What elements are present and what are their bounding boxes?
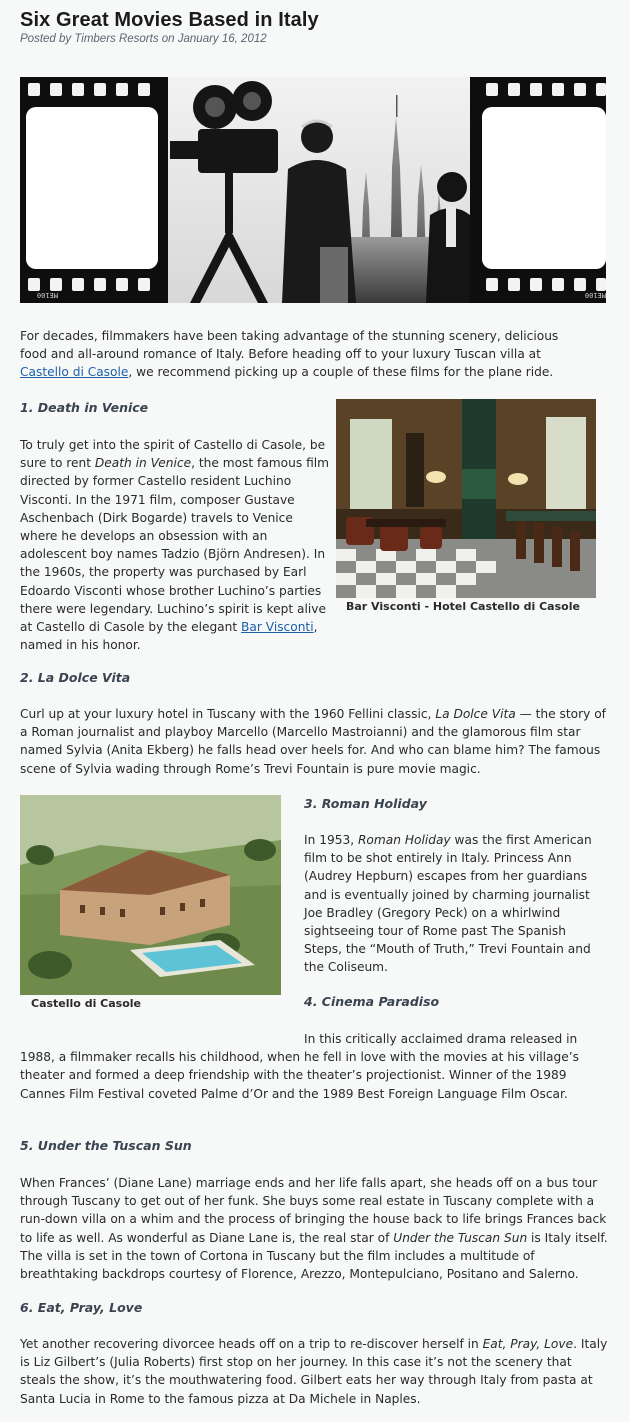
- bar-visconti-photo: [336, 399, 596, 598]
- movie-title: Eat, Pray, Love: [482, 1337, 574, 1351]
- section-paragraph: [20, 705, 610, 778]
- section-heading: 2. La Dolce Vita: [20, 670, 131, 685]
- section-heading: 4. Cinema Paradiso: [304, 994, 440, 1009]
- paragraph-text: When Frances’ (Diane Lane) marriage ends and her life falls apart, she heads off on a bus tour through Tuscany to get out of her funk. She buys some real estate in Tuscany complete with a run-down villa on a whim and the process of bringing the house back to life brings Frances back to life as well. As wonderful as Diane Lane is, the real star of: [20, 1176, 607, 1245]
- section-paragraph: In this critically acclaimed drama released in 1988, a filmmaker recalls his childhood, when he fell in love with the movies at his village’s theater and formed a deep friendship with the theater’s projectionist. Winner of the 1989 Cannes Film Festival coveted Palme d’Or and the 1989 Best Foreign Language Film Oscar.: [20, 1032, 579, 1101]
- section-heading: 6. Eat, Pray, Love: [20, 1300, 143, 1315]
- section-paragraph: [20, 436, 332, 654]
- section-heading: 3. Roman Holiday: [304, 796, 427, 811]
- paragraph-text: To truly get into the spirit of Castello di Casole, be sure to rent: [20, 438, 326, 471]
- section-heading: 5. Under the Tuscan Sun: [20, 1138, 192, 1153]
- paragraph-text: Curl up at your luxury hotel in Tuscany with the 1960 Fellini classic,: [20, 707, 436, 721]
- movie-title: Death in Venice: [94, 456, 192, 471]
- paragraph-text: , the most famous film directed by former Castello resident Luchino Visconti. In the 1971 film, composer Gustave Aschenbach (Dirk Bogarde) travels to Venice where he develops an obsession with an adolescent boy names Tadzio (Björn Andresen). In the 1960s, the property was purchased by Earl Edoardo Visconti whose brother Luchino’s parties there were legendary. Luchino’s spirit is kept alive at Castello di Casole by the elegant: [20, 456, 330, 635]
- filmstrip-photo: [20, 77, 606, 303]
- paragraph-text: — the story of a Roman journalist and playboy Marcello (Marcello Mastroianni) and the glamorous film star named Sylvia (Anita Ekberg) he falls head over heels for. And who can blame him? The famous scene of Sylvia wading through Rome’s Trevi Fountain is pure movie magic.: [20, 707, 606, 776]
- section-paragraph: [304, 831, 596, 977]
- image-caption: Castello di Casole: [31, 997, 141, 1010]
- paragraph-text: is Italy itself. The villa is set in the town of Cortona in Tuscany but the film includes a multitude of breathtaking backdrops courtesy of Florence, Arezzo, Montepulciano, Positano and Salerno.: [20, 1230, 608, 1282]
- movie-title: Under the Tuscan Sun: [393, 1230, 528, 1245]
- bar-visconti-link[interactable]: Bar Visconti: [241, 620, 314, 635]
- castello-di-casole-link[interactable]: Castello di Casole: [20, 365, 129, 380]
- filmstrip-code: ME100: [584, 291, 606, 299]
- intro-paragraph: [20, 327, 588, 382]
- paragraph-text: , named in his honor.: [20, 620, 318, 653]
- section-heading: 1. Death in Venice: [20, 400, 149, 415]
- filmstrip-code: ME100: [36, 291, 58, 299]
- article-title: Six Great Movies Based in Italy: [20, 9, 319, 31]
- hero-filmstrip-image: [20, 77, 606, 303]
- section-paragraph: [20, 1174, 610, 1283]
- movie-title: Roman Holiday: [357, 833, 451, 847]
- article-byline: Posted by Timbers Resorts on January 16, 2012: [20, 33, 267, 45]
- paragraph-text: Yet another recovering divorcee heads off on a trip to re-discover herself in: [20, 1337, 483, 1351]
- intro-text: For decades, filmmakers have been taking advantage of the stunning scenery, delicious food and all-around romance of Italy. Before heading off to your luxury Tuscan villa at: [20, 329, 559, 362]
- paragraph-text: was the first American film to be shot entirely in Italy. Princess Ann (Audrey Hepburn) escapes from her guardians and is eventually joined by charming journalist Joe Bradley (Gregory Peck) on a whirlwind sightseeing tour of Rome past The Spanish Steps, the “Mouth of Truth,” Trevi Fountain and the Coliseum.: [304, 833, 592, 975]
- paragraph-text: In 1953,: [304, 833, 358, 847]
- castello-di-casole-photo: [20, 795, 281, 995]
- movie-title: La Dolce Vita: [435, 707, 516, 721]
- intro-text: , we recommend picking up a couple of these films for the plane ride.: [128, 365, 554, 380]
- image-caption: Bar Visconti - Hotel Castello di Casole: [346, 600, 580, 613]
- section-paragraph: [20, 1335, 610, 1408]
- paragraph-text: . Italy is Liz Gilbert’s (Julia Roberts) first stop on her journey. In this case it’s not the scenery that steals the show, it’s the mouthwatering food. Gilbert eats her way through Italy from pasta at Santa Lucia in Rome to the famous pizza at Da Michele in Naples.: [20, 1337, 608, 1406]
